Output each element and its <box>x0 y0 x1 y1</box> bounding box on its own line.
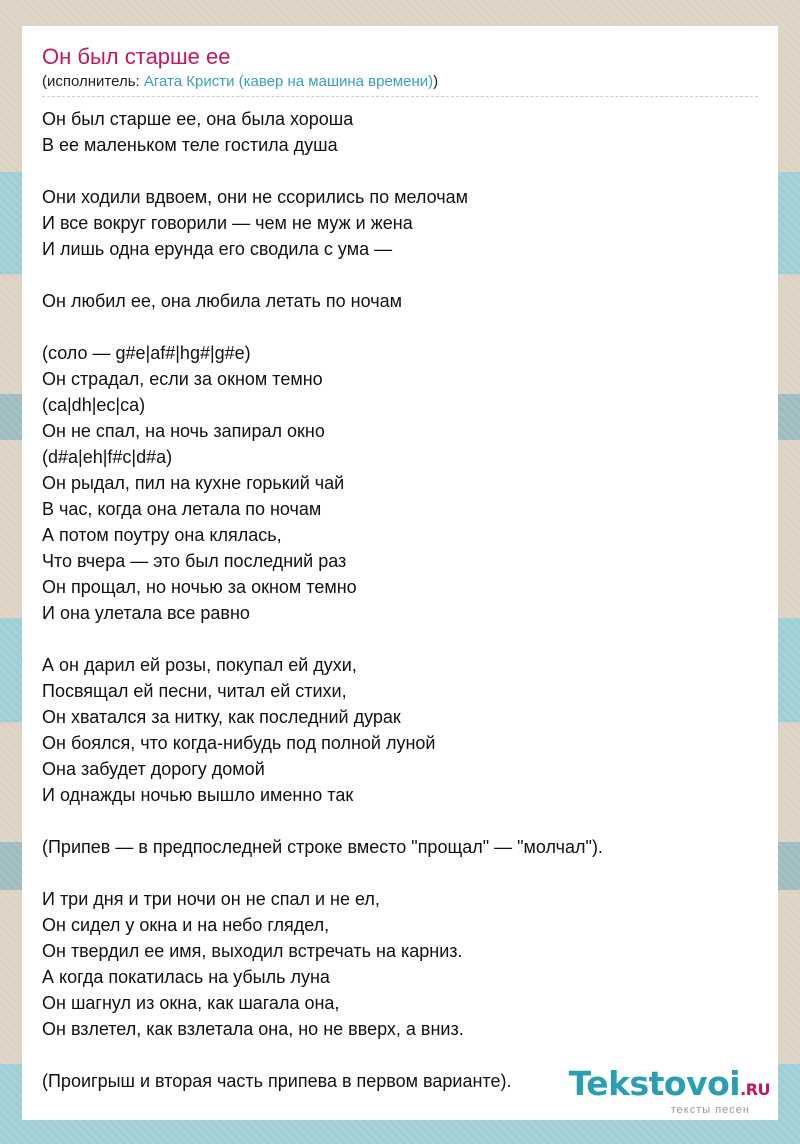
lyrics-line: В час, когда она летала по ночам <box>42 499 322 519</box>
lyrics-line: И три дня и три ночи он не спал и не ел, <box>42 889 380 909</box>
artist-suffix: ) <box>433 73 439 90</box>
lyrics-line: Он боялся, что когда-нибудь под полной луной <box>42 733 436 753</box>
lyrics-line: Она забудет дорогу домой <box>42 759 265 779</box>
lyrics-body <box>42 106 758 1094</box>
lyrics-line: Он прощал, но ночью за окном темно <box>42 577 357 597</box>
logo-tagline: тексты песен <box>670 1104 750 1116</box>
song-title: Он был старше ее <box>42 44 231 69</box>
lyrics-line: (Припев — в предпоследней строке вместо "прощал" — "молчал"). <box>42 837 603 857</box>
lyrics-line: Он любил ее, она любила летать по ночам <box>42 291 402 311</box>
lyrics-line: А потом поутру она клялась, <box>42 525 282 545</box>
lyrics-line: И все вокруг говорили — чем не муж и жена <box>42 213 413 233</box>
artist-line <box>42 73 438 91</box>
lyrics-line: (d#a|eh|f#c|d#a) <box>42 447 173 467</box>
lyrics-blank-line <box>42 262 758 288</box>
lyrics-card <box>22 26 778 1120</box>
lyrics-line: И однажды ночью вышло именно так <box>42 785 354 805</box>
lyrics-line: Он рыдал, пил на кухне горький чай <box>42 473 345 493</box>
artist-prefix: (исполнитель: <box>42 73 144 90</box>
artist-link[interactable]: Агата Кристи (кавер на машина времени) <box>143 73 434 90</box>
logo-wordmark <box>569 1066 770 1108</box>
lyrics-line: (ca|dh|ec|ca) <box>42 395 146 415</box>
lyrics-line: Они ходили вдвоем, они не ссорились по мелочам <box>42 187 468 207</box>
lyrics-line: (соло — g#e|af#|hg#|g#e) <box>42 343 251 363</box>
lyrics-line: (Проигрыш и вторая часть припева в первом варианте). <box>42 1071 512 1091</box>
lyrics-blank-line <box>42 158 758 184</box>
lyrics-line: Что вчера — это был последний раз <box>42 551 347 571</box>
lyrics-line: Он хватался за нитку, как последний дурак <box>42 707 401 727</box>
title-divider <box>42 96 758 97</box>
logo-domain: .RU <box>740 1080 770 1099</box>
lyrics-line: Он страдал, если за окном темно <box>42 369 323 389</box>
lyrics-blank-line <box>42 860 758 886</box>
lyrics-line: Он шагнул из окна, как шагала она, <box>42 993 340 1013</box>
lyrics-blank-line <box>42 626 758 652</box>
lyrics-line: И она улетала все равно <box>42 603 250 623</box>
lyrics-line: Он сидел у окна и на небо глядел, <box>42 915 330 935</box>
lyrics-line: И лишь одна ерунда его сводила с ума — <box>42 239 393 259</box>
lyrics-line: А когда покатилась на убыль луна <box>42 967 330 987</box>
lyrics-blank-line <box>42 808 758 834</box>
lyrics-line: Он не спал, на ночь запирал окно <box>42 421 325 441</box>
lyrics-blank-line <box>42 314 758 340</box>
lyrics-line: Он взлетел, как взлетала она, но не вверх, а вниз. <box>42 1019 464 1039</box>
site-logo[interactable] <box>569 1066 770 1116</box>
lyrics-line: В ее маленьком теле гостила душа <box>42 135 338 155</box>
logo-name: Tekstovoi <box>568 1064 741 1103</box>
lyrics-line: Он был старше ее, она была хороша <box>42 109 354 129</box>
lyrics-line: А он дарил ей розы, покупал ей духи, <box>42 655 357 675</box>
lyrics-line: Посвящал ей песни, читал ей стихи, <box>42 681 347 701</box>
lyrics-line: Он твердил ее имя, выходил встречать на карниз. <box>42 941 463 961</box>
